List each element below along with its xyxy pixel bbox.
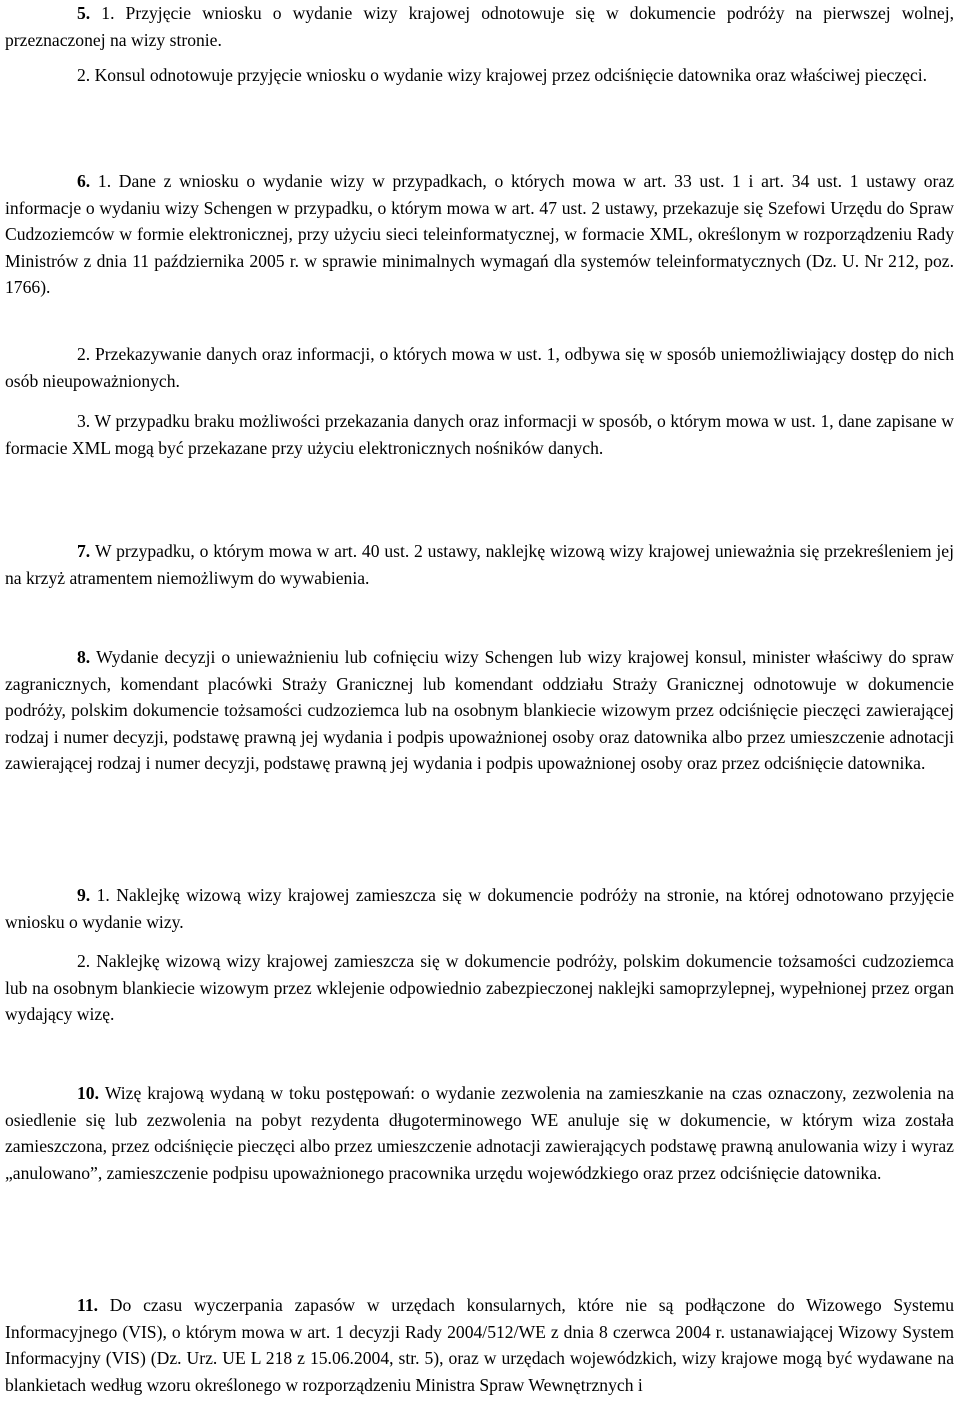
- paragraph-5-1: [5, 0, 954, 53]
- paragraph-text: 2. Przekazywanie danych oraz informacji, o których mowa w ust. 1, odbywa się w sposób uniemożliwiający dostęp do nich osób nieupoważnionych.: [5, 344, 954, 391]
- section-number: 11.: [77, 1295, 110, 1315]
- section-number: 5.: [77, 3, 102, 23]
- paragraph-9-1: [5, 882, 954, 935]
- paragraph-text: 2. Naklejkę wizową wizy krajowej zamieszcza się w dokumencie podróży, polskim dokumencie tożsamości cudzoziemca lub na osobnym blankiecie wizowym przez wklejenie odpowiednio zabezpieczonej naklejki samoprzylepnej, wypełnionej przez organ wydający wizę.: [5, 951, 954, 1025]
- paragraph-6-3: [5, 408, 954, 461]
- section-number: 9.: [77, 885, 97, 905]
- section-number: 7.: [77, 541, 96, 561]
- paragraph-6-2: [5, 341, 954, 394]
- paragraph-11: [5, 1292, 954, 1398]
- paragraph-7: [5, 538, 954, 591]
- paragraph-8: [5, 644, 954, 777]
- paragraph-text: Do czasu wyczerpania zapasów w urzędach konsularnych, które nie są podłączone do Wizowego Systemu Informacyjnego (VIS), o którym mowa w art. 1 decyzji Rady 2004/512/WE z dnia 8 czerwca 2004 r. ustanawiającej Wizowy System Informacyjny (VIS) (Dz. Urz. UE L 218 z 15.06.2004, str. 5), oraz w urzędach wojewódzkich, wizy krajowe mogą być wydawane na blankietach według wzoru określonego w rozporządzeniu Ministra Spraw Wewnętrznych i: [5, 1295, 955, 1395]
- paragraph-text: Wizę krajową wydaną w toku postępowań: o wydanie zezwolenia na zamieszkanie na czas oznaczony, zezwolenia na osiedlenie się lub zezwolenia na pobyt rezydenta długoterminowego WE anuluje się w dokumencie, w którym wiza została zamieszczona, przez odciśnięcie pieczęci albo przez umieszczenie adnotacji zawierających podstawę prawną anulowania wizy i wyraz „anulowano”, zamieszczenie podpisu upoważnionego pracownika urzędu wojewódzkiego oraz przez odciśnięcie datownika.: [5, 1083, 955, 1183]
- section-number: 8.: [77, 647, 97, 667]
- section-number: 10.: [77, 1083, 105, 1103]
- paragraph-text: W przypadku, o którym mowa w art. 40 ust. 2 ustawy, naklejkę wizową wizy krajowej unieważnia się przekreśleniem jej na krzyż atramentem niemożliwym do wywabienia.: [5, 541, 955, 588]
- section-number: 6.: [77, 171, 98, 191]
- paragraph-10: [5, 1080, 954, 1186]
- paragraph-5-2: [5, 62, 954, 89]
- paragraph-text: 3. W przypadku braku możliwości przekazania danych oraz informacji w sposób, o którym mowa w ust. 1, dane zapisane w formacie XML mogą być przekazane przy użyciu elektronicznych nośników danych.: [5, 411, 954, 458]
- paragraph-text: 1. Naklejkę wizową wizy krajowej zamieszcza się w dokumencie podróży na stronie, na której odnotowano przyjęcie wniosku o wydanie wizy.: [5, 885, 955, 932]
- paragraph-9-2: [5, 948, 954, 1028]
- paragraph-text: Wydanie decyzji o unieważnieniu lub cofnięciu wizy Schengen lub wizy krajowej konsul, minister właściwy do spraw zagranicznych, komendant placówki Straży Granicznej lub komendant oddziału Straży Granicznej odnotowuje w dokumencie podróży, polskim dokumencie tożsamości cudzoziemca lub na osobnym blankiecie wizowym przez odciśnięcie pieczęci zawierającej rodzaj i numer decyzji, podstawę prawną jej wydania i podpis upoważnionej osoby oraz datownika albo przez umieszczenie adnotacji zawierającej rodzaj i numer decyzji, podstawę prawną jej wydania i podpis upoważnionej osoby oraz przez odciśnięcie datownika.: [5, 647, 954, 774]
- paragraph-6-1: [5, 168, 954, 301]
- paragraph-text: 1. Dane z wniosku o wydanie wizy w przypadkach, o których mowa w art. 33 ust. 1 i art. 34 ust. 1 ustawy oraz informacje o wydaniu wizy Schengen w przypadku, o którym mowa w art. 47 ust. 2 ustawy, przekazuje się Szefowi Urzędu do Spraw Cudzoziemców w formie elektronicznej, przy użyciu sieci teleinformatycznej, w formacie XML, określonym w rozporządzeniu Rady Ministrów z dnia 11 października 2005 r. w sprawie minimalnych wymagań dla systemów teleinformatycznych (Dz. U. Nr 212, poz. 1766).: [5, 171, 954, 298]
- paragraph-text: 1. Przyjęcie wniosku o wydanie wizy krajowej odnotowuje się w dokumencie podróży na pierwszej wolnej, przeznaczonej na wizy stronie.: [5, 3, 955, 50]
- paragraph-text: 2. Konsul odnotowuje przyjęcie wniosku o wydanie wizy krajowej przez odciśnięcie datownika oraz właściwej pieczęci.: [77, 65, 928, 85]
